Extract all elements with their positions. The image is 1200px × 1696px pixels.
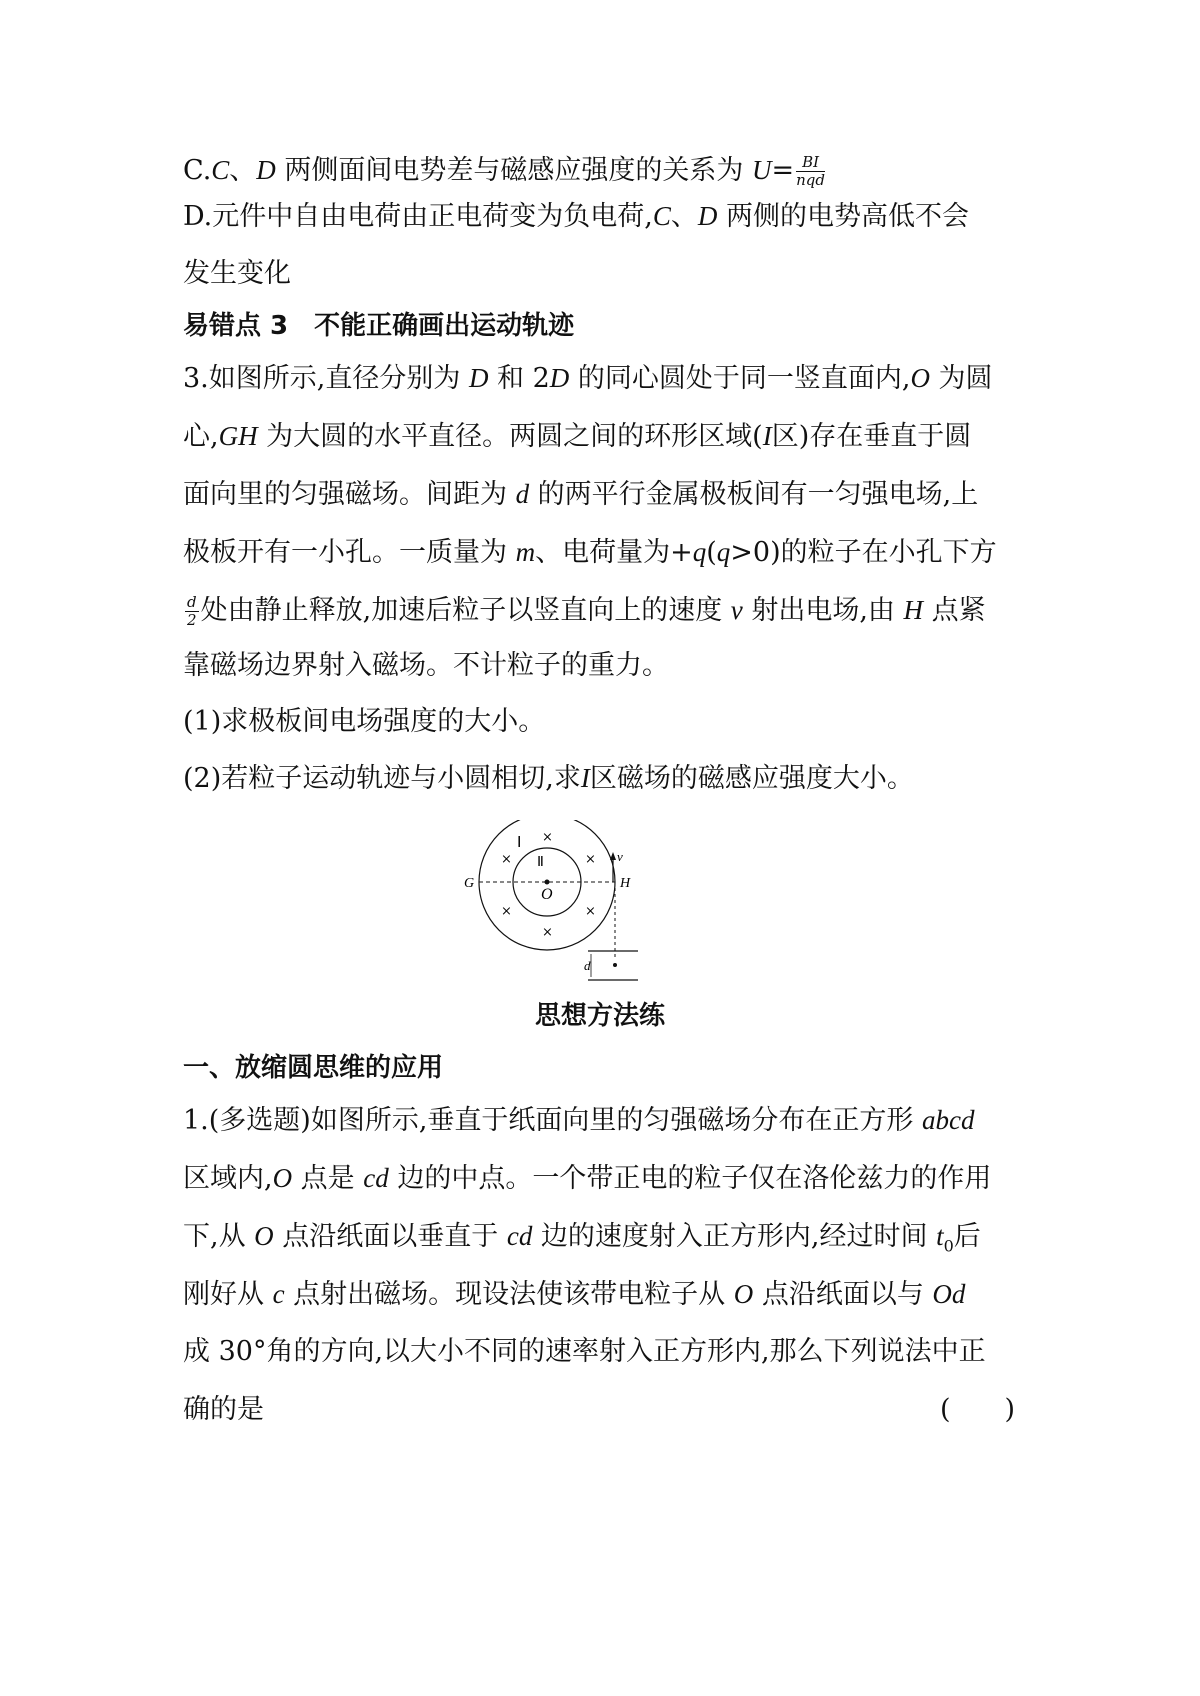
particle [613,963,617,967]
fraction [796,154,825,189]
fraction-d-over-2 [185,594,199,629]
cross-mark: × [501,852,512,867]
var-c: C [211,155,230,185]
t: 区)存在垂直于圆 [771,421,972,452]
cross-mark: × [542,830,553,845]
t: 边的中点。一个带正电的粒子仅在洛伦兹力的作用 [388,1163,992,1194]
t: 区磁场的磁感应强度大小。 [589,763,914,794]
method-title: 思想方法练 [534,1001,665,1031]
cross-mark: × [501,904,512,919]
t: 为大圆的水平直径。两圆之间的环形区域( [257,421,763,452]
section-heading-3: 易错点 3 不能正确画出运动轨迹 [183,311,575,341]
var: cd [363,1163,389,1193]
q3-line4 [183,534,997,571]
cross-mark: × [585,904,596,919]
var: t [936,1221,944,1251]
t: 区域内, [183,1163,273,1194]
var: c [272,1279,285,1309]
t: 点是 [292,1163,364,1194]
option-c-prefix: C. [183,155,212,186]
t: 为圆 [929,363,993,394]
option-c [183,152,827,189]
t: 边的速度射入正方形内,经过时间 [532,1221,937,1252]
label-g: G [464,876,475,891]
var: abcd [922,1105,975,1135]
option-d-line2: 发生变化 [183,258,291,289]
t: 的两平行金属极板间有一匀强电场,上 [529,479,979,510]
t: 3.如图所示,直径分别为 [183,363,469,394]
q1-line3 [183,1218,981,1264]
var: O [272,1163,293,1193]
var: v [730,595,743,625]
label-h: H [620,876,631,891]
q1-line1 [183,1102,974,1139]
q3-line3 [183,476,978,513]
t: >0)的粒子在小孔下方 [730,537,997,568]
t: 点沿纸面以与 [753,1279,933,1310]
var: O [733,1279,754,1309]
q1-line5: 成 30°角的方向,以大小不同的速率射入正方形内,那么下列说法中正 [183,1336,986,1367]
t: 1.(多选题)如图所示,垂直于纸面向里的匀强磁场分布在正方形 [183,1105,922,1136]
cross-mark: × [585,852,596,867]
q1-line6: 确的是 [183,1394,264,1425]
t: 心, [183,421,219,452]
var: D [468,363,489,393]
fraction-den: nqd [796,171,825,189]
q3-line1 [183,360,993,397]
subscript: 0 [943,1236,954,1256]
var: Od [932,1279,966,1309]
t: ( [706,537,717,568]
t: 的同心圆处于同一竖直面内, [569,363,911,394]
label-region-i: Ⅰ [517,835,522,851]
fraction-num: BI [796,154,825,172]
t: 处由静止释放,加速后粒子以竖直向上的速度 [200,595,731,626]
var: q [716,537,731,567]
t: 刚好从 [183,1279,273,1310]
option-d-line1 [183,198,969,235]
var: I [762,421,772,451]
t: 下,从 [183,1221,255,1252]
t: 点射出磁场。现设法使该带电粒子从 [284,1279,734,1310]
arrow-head [610,852,616,860]
var-u: U [751,155,772,185]
t: 后 [953,1221,981,1252]
fraction-den: 2 [187,611,197,629]
var: I [580,763,590,793]
fraction-num: d [187,593,197,611]
center-point [545,880,550,885]
q3-part2 [183,760,914,797]
q3-line5 [183,592,986,629]
var: q [692,537,707,567]
part1-heading: 一、放缩圆思维的应用 [183,1053,444,1083]
var: GH [218,421,258,451]
t: 极板开有一小孔。一质量为 [183,537,516,568]
t: 点紧 [923,595,986,626]
text: D.元件中自由电荷由正电荷变为负电荷, [183,201,653,232]
var-d: D [697,201,718,231]
q3-part1: (1)求极板间电场强度的大小。 [183,706,546,737]
option-c-text: 两侧面间电势差与磁感应强度的关系为 [284,155,744,186]
label-o: O [541,886,553,903]
q1-line4 [183,1276,965,1313]
cross-mark: × [542,925,553,940]
label-region-ii: Ⅱ [537,855,544,870]
var: O [254,1221,274,1251]
var: m [515,537,536,567]
answer-bracket: ( ) [940,1394,1016,1425]
var: D [549,363,570,393]
sep: 、 [229,155,257,186]
var: O [910,363,930,393]
var: d [515,479,530,509]
label-d: d [584,958,591,973]
equals: = [771,155,795,186]
t: 和 2 [488,363,550,394]
t: 射出电场,由 [742,595,904,626]
t: (2)若粒子运动轨迹与小圆相切,求 [183,763,581,794]
var-d: D [256,155,276,185]
sep: 、 [670,201,698,232]
q3-line2 [183,418,971,455]
var: cd [506,1221,533,1251]
t: 面向里的匀强磁场。间距为 [183,479,516,510]
q1-line2 [183,1160,991,1197]
t: 点沿纸面以垂直于 [273,1221,507,1252]
var: H [903,595,924,625]
text: 两侧的电势高低不会 [725,201,969,232]
q3-line6: 靠磁场边界射入磁场。不计粒子的重力。 [183,650,669,681]
magnetic-field-figure [450,820,680,990]
label-v: v [617,849,623,864]
t: 、电荷量为+ [535,537,693,568]
var-c: C [652,201,671,231]
